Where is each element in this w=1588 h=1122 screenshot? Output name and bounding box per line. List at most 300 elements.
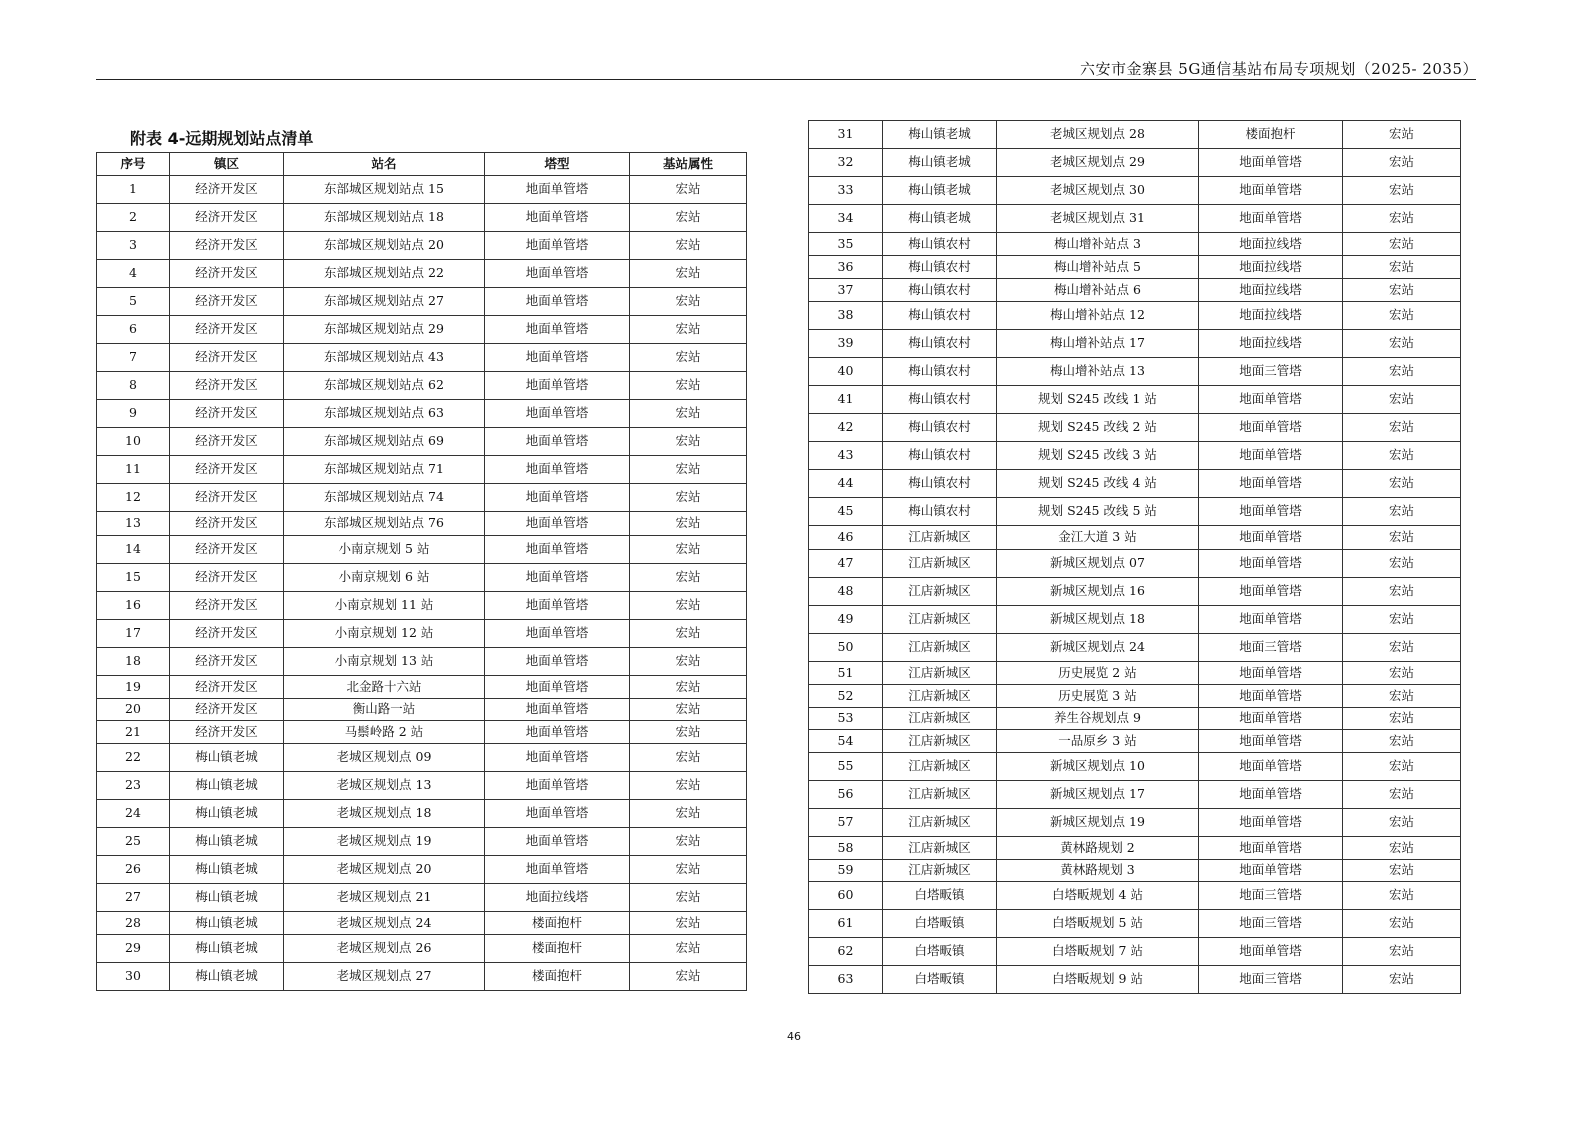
cell-tower-type: 地面单管塔	[1199, 470, 1343, 498]
cell-town: 梅山镇农村	[883, 386, 997, 414]
cell-station-attribute: 宏站	[630, 884, 747, 912]
cell-town: 经济开发区	[170, 721, 284, 744]
cell-station-attribute: 宏站	[1343, 149, 1461, 177]
cell-station-attribute: 宏站	[1343, 302, 1461, 330]
table-row	[809, 149, 1461, 177]
cell-index: 22	[97, 744, 170, 772]
cell-station-name: 黄林路规划 3	[997, 860, 1199, 882]
cell-station-name: 小南京规划 12 站	[284, 620, 485, 648]
cell-tower-type: 地面单管塔	[485, 828, 630, 856]
cell-town: 经济开发区	[170, 512, 284, 536]
cell-index: 38	[809, 302, 883, 330]
cell-tower-type: 地面单管塔	[485, 536, 630, 564]
table-row	[809, 526, 1461, 550]
cell-index: 39	[809, 330, 883, 358]
cell-index: 14	[97, 536, 170, 564]
cell-tower-type: 地面单管塔	[1199, 578, 1343, 606]
cell-station-attribute: 宏站	[1343, 910, 1461, 938]
cell-index: 8	[97, 372, 170, 400]
cell-tower-type: 地面单管塔	[485, 676, 630, 699]
table-row	[809, 708, 1461, 730]
table-row	[97, 648, 747, 676]
cell-index: 53	[809, 708, 883, 730]
cell-index: 16	[97, 592, 170, 620]
cell-station-name: 老城区规划点 20	[284, 856, 485, 884]
header-divider	[96, 79, 1476, 80]
cell-station-attribute: 宏站	[1343, 498, 1461, 526]
cell-tower-type: 地面单管塔	[485, 232, 630, 260]
cell-tower-type: 地面单管塔	[485, 484, 630, 512]
table-row	[97, 800, 747, 828]
cell-index: 54	[809, 730, 883, 753]
cell-town: 江店新城区	[883, 781, 997, 809]
cell-index: 34	[809, 205, 883, 233]
cell-station-attribute: 宏站	[630, 428, 747, 456]
cell-tower-type: 地面单管塔	[485, 648, 630, 676]
cell-tower-type: 地面单管塔	[485, 800, 630, 828]
table-row	[97, 676, 747, 699]
cell-station-attribute: 宏站	[630, 344, 747, 372]
cell-tower-type: 地面三管塔	[1199, 910, 1343, 938]
cell-station-name: 东部城区规划站点 74	[284, 484, 485, 512]
cell-tower-type: 地面单管塔	[1199, 526, 1343, 550]
table-row	[809, 938, 1461, 966]
cell-index: 13	[97, 512, 170, 536]
cell-station-attribute: 宏站	[630, 721, 747, 744]
cell-station-attribute: 宏站	[630, 372, 747, 400]
cell-tower-type: 地面单管塔	[1199, 149, 1343, 177]
cell-index: 4	[97, 260, 170, 288]
table-row	[97, 620, 747, 648]
table-row	[97, 564, 747, 592]
cell-town: 梅山镇老城	[883, 205, 997, 233]
cell-town: 经济开发区	[170, 676, 284, 699]
table-row	[809, 302, 1461, 330]
cell-town: 经济开发区	[170, 288, 284, 316]
table-row	[809, 233, 1461, 256]
cell-index: 60	[809, 882, 883, 910]
cell-index: 36	[809, 256, 883, 279]
cell-station-name: 梅山增补站点 13	[997, 358, 1199, 386]
cell-station-name: 老城区规划点 28	[997, 121, 1199, 149]
cell-town: 经济开发区	[170, 592, 284, 620]
cell-station-name: 东部城区规划站点 71	[284, 456, 485, 484]
cell-station-name: 老城区规划点 18	[284, 800, 485, 828]
cell-station-attribute: 宏站	[630, 232, 747, 260]
cell-town: 梅山镇农村	[883, 256, 997, 279]
cell-station-name: 老城区规划点 31	[997, 205, 1199, 233]
cell-tower-type: 地面单管塔	[485, 512, 630, 536]
cell-station-attribute: 宏站	[1343, 662, 1461, 685]
cell-index: 31	[809, 121, 883, 149]
cell-town: 梅山镇农村	[883, 233, 997, 256]
cell-town: 经济开发区	[170, 428, 284, 456]
cell-station-name: 规划 S245 改线 3 站	[997, 442, 1199, 470]
table-row	[809, 753, 1461, 781]
table-row	[97, 828, 747, 856]
cell-index: 6	[97, 316, 170, 344]
cell-town: 经济开发区	[170, 176, 284, 204]
cell-station-name: 老城区规划点 26	[284, 935, 485, 963]
cell-tower-type: 地面单管塔	[1199, 860, 1343, 882]
cell-town: 经济开发区	[170, 260, 284, 288]
table-row	[97, 176, 747, 204]
table-row	[97, 512, 747, 536]
cell-index: 28	[97, 912, 170, 935]
cell-town: 梅山镇农村	[883, 330, 997, 358]
cell-tower-type: 地面拉线塔	[1199, 279, 1343, 302]
table-row	[809, 966, 1461, 994]
cell-index: 46	[809, 526, 883, 550]
cell-station-attribute: 宏站	[630, 648, 747, 676]
cell-index: 56	[809, 781, 883, 809]
cell-station-name: 白塔畈规划 4 站	[997, 882, 1199, 910]
cell-station-attribute: 宏站	[1343, 470, 1461, 498]
cell-tower-type: 地面单管塔	[1199, 809, 1343, 837]
cell-tower-type: 地面单管塔	[485, 316, 630, 344]
cell-town: 梅山镇老城	[883, 177, 997, 205]
table-row	[809, 470, 1461, 498]
cell-index: 2	[97, 204, 170, 232]
table-row	[809, 781, 1461, 809]
cell-station-name: 新城区规划点 18	[997, 606, 1199, 634]
cell-station-attribute: 宏站	[630, 744, 747, 772]
table-row	[97, 699, 747, 721]
cell-town: 梅山镇农村	[883, 358, 997, 386]
cell-index: 42	[809, 414, 883, 442]
cell-town: 梅山镇老城	[170, 828, 284, 856]
cell-town: 梅山镇老城	[883, 121, 997, 149]
cell-station-name: 一品原乡 3 站	[997, 730, 1199, 753]
cell-station-name: 东部城区规划站点 22	[284, 260, 485, 288]
table-row	[809, 662, 1461, 685]
table-caption: 附表 4-远期规划站点清单	[130, 129, 314, 148]
cell-tower-type: 地面拉线塔	[1199, 302, 1343, 330]
cell-index: 21	[97, 721, 170, 744]
cell-station-name: 小南京规划 13 站	[284, 648, 485, 676]
cell-station-attribute: 宏站	[1343, 205, 1461, 233]
cell-tower-type: 地面三管塔	[1199, 882, 1343, 910]
cell-index: 15	[97, 564, 170, 592]
cell-station-attribute: 宏站	[630, 592, 747, 620]
cell-tower-type: 楼面抱杆	[485, 963, 630, 991]
cell-town: 江店新城区	[883, 860, 997, 882]
cell-station-name: 衡山路一站	[284, 699, 485, 721]
cell-index: 29	[97, 935, 170, 963]
cell-index: 17	[97, 620, 170, 648]
table-row	[809, 414, 1461, 442]
cell-station-attribute: 宏站	[1343, 882, 1461, 910]
cell-town: 经济开发区	[170, 536, 284, 564]
cell-station-attribute: 宏站	[1343, 966, 1461, 994]
cell-index: 48	[809, 578, 883, 606]
table-row	[97, 935, 747, 963]
cell-station-name: 金江大道 3 站	[997, 526, 1199, 550]
cell-index: 62	[809, 938, 883, 966]
table-row	[97, 288, 747, 316]
table-row	[97, 204, 747, 232]
cell-index: 7	[97, 344, 170, 372]
cell-station-name: 老城区规划点 21	[284, 884, 485, 912]
cell-station-attribute: 宏站	[630, 400, 747, 428]
cell-station-name: 小南京规划 11 站	[284, 592, 485, 620]
cell-station-name: 历史展览 3 站	[997, 685, 1199, 708]
cell-station-attribute: 宏站	[1343, 386, 1461, 414]
cell-station-name: 老城区规划点 27	[284, 963, 485, 991]
cell-station-attribute: 宏站	[630, 676, 747, 699]
cell-town: 梅山镇老城	[170, 800, 284, 828]
cell-index: 30	[97, 963, 170, 991]
cell-index: 9	[97, 400, 170, 428]
cell-index: 5	[97, 288, 170, 316]
cell-tower-type: 地面单管塔	[1199, 205, 1343, 233]
cell-index: 26	[97, 856, 170, 884]
cell-tower-type: 地面单管塔	[485, 288, 630, 316]
cell-town: 梅山镇老城	[883, 149, 997, 177]
cell-station-name: 新城区规划点 24	[997, 634, 1199, 662]
cell-station-name: 东部城区规划站点 15	[284, 176, 485, 204]
cell-town: 江店新城区	[883, 550, 997, 578]
cell-station-attribute: 宏站	[630, 620, 747, 648]
cell-station-name: 老城区规划点 19	[284, 828, 485, 856]
cell-town: 江店新城区	[883, 662, 997, 685]
cell-index: 58	[809, 837, 883, 860]
cell-tower-type: 地面三管塔	[1199, 358, 1343, 386]
table-row	[809, 837, 1461, 860]
cell-index: 57	[809, 809, 883, 837]
table-row	[97, 536, 747, 564]
cell-station-attribute: 宏站	[630, 699, 747, 721]
table-row	[809, 330, 1461, 358]
cell-station-name: 白塔畈规划 7 站	[997, 938, 1199, 966]
cell-station-attribute: 宏站	[1343, 634, 1461, 662]
cell-tower-type: 地面单管塔	[485, 260, 630, 288]
cell-station-attribute: 宏站	[630, 963, 747, 991]
cell-station-name: 规划 S245 改线 4 站	[997, 470, 1199, 498]
cell-station-attribute: 宏站	[1343, 279, 1461, 302]
table-row	[97, 963, 747, 991]
cell-town: 经济开发区	[170, 564, 284, 592]
table-row	[97, 744, 747, 772]
cell-town: 经济开发区	[170, 232, 284, 260]
cell-station-name: 老城区规划点 30	[997, 177, 1199, 205]
cell-station-attribute: 宏站	[1343, 685, 1461, 708]
cell-tower-type: 地面单管塔	[1199, 662, 1343, 685]
column-header-station-name: 站名	[284, 153, 485, 176]
cell-town: 江店新城区	[883, 837, 997, 860]
table-row	[97, 372, 747, 400]
cell-tower-type: 地面单管塔	[1199, 753, 1343, 781]
cell-station-attribute: 宏站	[1343, 708, 1461, 730]
cell-tower-type: 地面单管塔	[485, 344, 630, 372]
cell-station-name: 梅山增补站点 17	[997, 330, 1199, 358]
table-row	[809, 498, 1461, 526]
cell-town: 经济开发区	[170, 484, 284, 512]
column-header-town: 镇区	[170, 153, 284, 176]
cell-station-name: 老城区规划点 13	[284, 772, 485, 800]
cell-station-name: 新城区规划点 16	[997, 578, 1199, 606]
cell-index: 43	[809, 442, 883, 470]
cell-index: 27	[97, 884, 170, 912]
cell-index: 51	[809, 662, 883, 685]
cell-tower-type: 地面单管塔	[1199, 442, 1343, 470]
cell-tower-type: 地面拉线塔	[1199, 256, 1343, 279]
table-row	[809, 882, 1461, 910]
cell-town: 经济开发区	[170, 400, 284, 428]
cell-station-name: 东部城区规划站点 63	[284, 400, 485, 428]
cell-index: 49	[809, 606, 883, 634]
table-row	[97, 316, 747, 344]
cell-town: 江店新城区	[883, 578, 997, 606]
cell-tower-type: 地面单管塔	[1199, 781, 1343, 809]
cell-station-attribute: 宏站	[630, 204, 747, 232]
cell-tower-type: 地面单管塔	[485, 428, 630, 456]
cell-index: 10	[97, 428, 170, 456]
cell-tower-type: 地面三管塔	[1199, 634, 1343, 662]
cell-tower-type: 地面单管塔	[1199, 550, 1343, 578]
cell-tower-type: 地面单管塔	[485, 620, 630, 648]
cell-town: 白塔畈镇	[883, 882, 997, 910]
cell-station-name: 老城区规划点 24	[284, 912, 485, 935]
cell-tower-type: 地面单管塔	[485, 721, 630, 744]
cell-index: 44	[809, 470, 883, 498]
cell-town: 经济开发区	[170, 372, 284, 400]
cell-town: 经济开发区	[170, 316, 284, 344]
cell-index: 63	[809, 966, 883, 994]
table-row	[809, 121, 1461, 149]
cell-station-attribute: 宏站	[630, 260, 747, 288]
cell-station-attribute: 宏站	[630, 512, 747, 536]
cell-station-attribute: 宏站	[1343, 753, 1461, 781]
cell-station-name: 白塔畈规划 9 站	[997, 966, 1199, 994]
cell-station-attribute: 宏站	[1343, 256, 1461, 279]
cell-town: 梅山镇老城	[170, 912, 284, 935]
cell-index: 12	[97, 484, 170, 512]
cell-town: 白塔畈镇	[883, 966, 997, 994]
cell-station-attribute: 宏站	[1343, 809, 1461, 837]
cell-index: 35	[809, 233, 883, 256]
table-row	[97, 884, 747, 912]
cell-station-name: 东部城区规划站点 27	[284, 288, 485, 316]
cell-tower-type: 地面单管塔	[485, 456, 630, 484]
cell-tower-type: 地面单管塔	[485, 372, 630, 400]
cell-tower-type: 地面单管塔	[1199, 708, 1343, 730]
cell-town: 经济开发区	[170, 620, 284, 648]
cell-index: 18	[97, 648, 170, 676]
cell-tower-type: 地面单管塔	[1199, 685, 1343, 708]
cell-tower-type: 地面单管塔	[485, 564, 630, 592]
cell-station-name: 规划 S245 改线 1 站	[997, 386, 1199, 414]
cell-index: 11	[97, 456, 170, 484]
cell-town: 梅山镇农村	[883, 498, 997, 526]
column-header-tower-type: 塔型	[485, 153, 630, 176]
cell-tower-type: 地面三管塔	[1199, 966, 1343, 994]
table-row	[97, 721, 747, 744]
cell-town: 梅山镇农村	[883, 279, 997, 302]
table-row	[809, 578, 1461, 606]
cell-station-attribute: 宏站	[630, 935, 747, 963]
cell-index: 23	[97, 772, 170, 800]
cell-station-attribute: 宏站	[1343, 442, 1461, 470]
cell-tower-type: 楼面抱杆	[485, 935, 630, 963]
table-row	[97, 344, 747, 372]
table-row	[97, 260, 747, 288]
cell-index: 47	[809, 550, 883, 578]
cell-tower-type: 地面单管塔	[1199, 837, 1343, 860]
table-row	[97, 400, 747, 428]
cell-index: 37	[809, 279, 883, 302]
cell-tower-type: 地面单管塔	[485, 744, 630, 772]
cell-station-name: 东部城区规划站点 18	[284, 204, 485, 232]
cell-index: 40	[809, 358, 883, 386]
cell-town: 白塔畈镇	[883, 910, 997, 938]
cell-town: 梅山镇农村	[883, 470, 997, 498]
table-row	[809, 256, 1461, 279]
cell-station-name: 梅山增补站点 6	[997, 279, 1199, 302]
cell-index: 20	[97, 699, 170, 721]
cell-station-attribute: 宏站	[1343, 121, 1461, 149]
cell-town: 经济开发区	[170, 648, 284, 676]
cell-index: 24	[97, 800, 170, 828]
cell-index: 1	[97, 176, 170, 204]
cell-tower-type: 地面单管塔	[1199, 177, 1343, 205]
cell-index: 45	[809, 498, 883, 526]
cell-station-name: 东部城区规划站点 29	[284, 316, 485, 344]
table-row	[809, 634, 1461, 662]
cell-town: 经济开发区	[170, 344, 284, 372]
cell-station-attribute: 宏站	[630, 564, 747, 592]
table-row	[809, 442, 1461, 470]
cell-station-attribute: 宏站	[1343, 730, 1461, 753]
table-row	[809, 358, 1461, 386]
cell-station-name: 北金路十六站	[284, 676, 485, 699]
column-header-index: 序号	[97, 153, 170, 176]
table-row	[809, 910, 1461, 938]
cell-station-attribute: 宏站	[1343, 330, 1461, 358]
cell-tower-type: 地面单管塔	[1199, 498, 1343, 526]
cell-station-name: 新城区规划点 19	[997, 809, 1199, 837]
cell-town: 经济开发区	[170, 456, 284, 484]
table-row	[809, 550, 1461, 578]
cell-station-name: 梅山增补站点 12	[997, 302, 1199, 330]
cell-index: 61	[809, 910, 883, 938]
cell-index: 32	[809, 149, 883, 177]
table-row	[809, 606, 1461, 634]
cell-index: 19	[97, 676, 170, 699]
cell-town: 梅山镇农村	[883, 414, 997, 442]
cell-station-attribute: 宏站	[1343, 781, 1461, 809]
cell-station-name: 规划 S245 改线 5 站	[997, 498, 1199, 526]
cell-station-attribute: 宏站	[630, 772, 747, 800]
cell-town: 经济开发区	[170, 699, 284, 721]
cell-town: 江店新城区	[883, 730, 997, 753]
cell-town: 江店新城区	[883, 753, 997, 781]
cell-station-name: 东部城区规划站点 20	[284, 232, 485, 260]
cell-station-attribute: 宏站	[630, 856, 747, 884]
cell-town: 梅山镇农村	[883, 442, 997, 470]
cell-station-attribute: 宏站	[1343, 358, 1461, 386]
table-row	[809, 279, 1461, 302]
cell-tower-type: 地面单管塔	[485, 592, 630, 620]
cell-index: 3	[97, 232, 170, 260]
cell-station-name: 梅山增补站点 5	[997, 256, 1199, 279]
table-row	[97, 856, 747, 884]
cell-index: 41	[809, 386, 883, 414]
page-number: 46	[787, 1030, 801, 1043]
cell-station-name: 东部城区规划站点 62	[284, 372, 485, 400]
table-row	[97, 428, 747, 456]
cell-index: 25	[97, 828, 170, 856]
